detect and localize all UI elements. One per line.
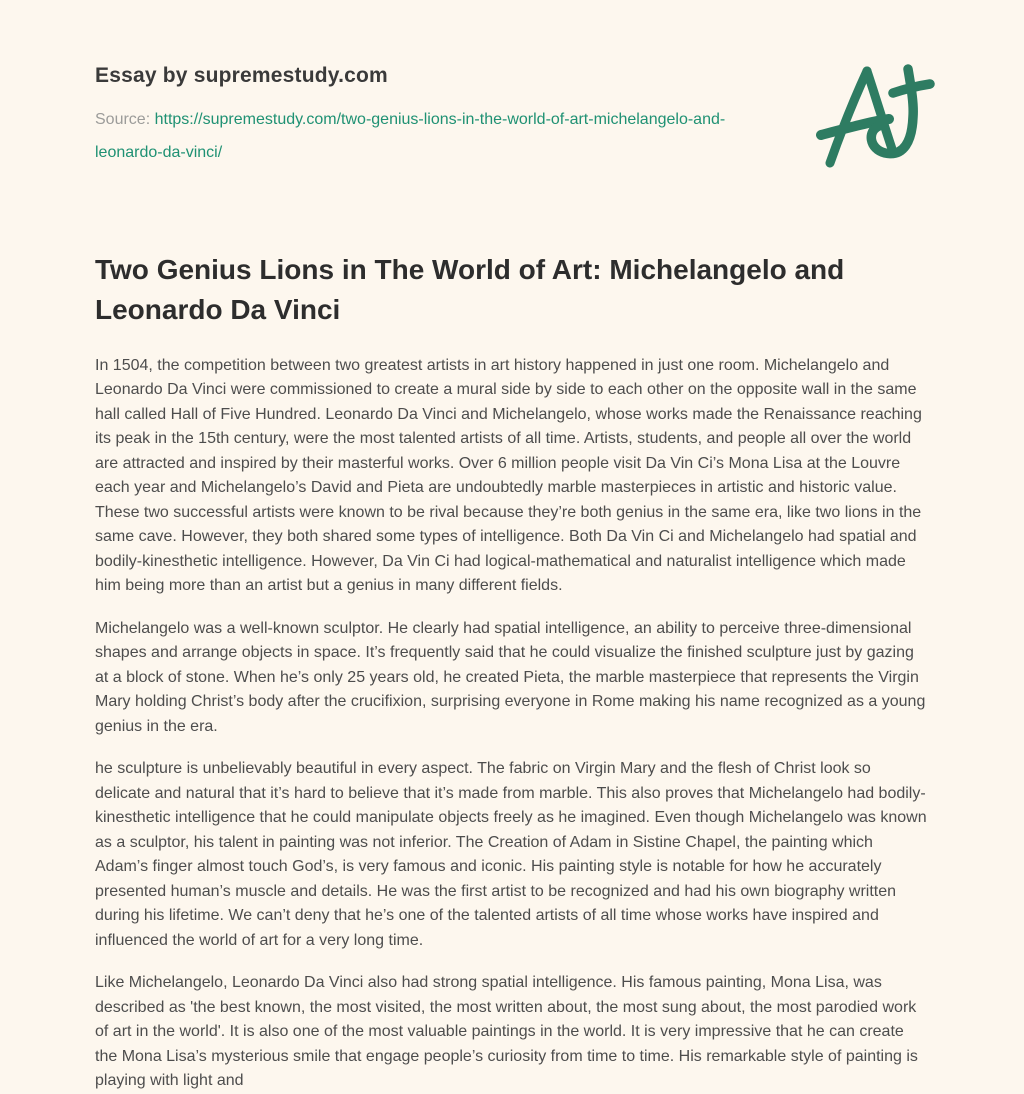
source-label: Source: [95,111,151,128]
source-line [95,104,747,170]
article-paragraph-3: he sculpture is unbelievably beautiful in every aspect. The fabric on Virgin Mary and the flesh of Christ look so delicate and natural that it’s hard to believe that it’s made from marble. This also proves that Michelangelo had bodily-kinesthetic intelligence that he could manipulate objects freely as he imagined. Even though Michelangelo was known as a sculptor, his talent in painting was not inferior. The Creation of Adam in Sistine Chapel, the painting which Adam’s finger almost touch God’s, is very famous and iconic. His painting style is notable for how he accurately presented human’s muscle and details. He was the first artist to be recognized and had his own biography written during his lifetime. We can’t deny that he’s one of the talented artists of all time whose works have inspired and influenced the world of art for a very long time. [95,760,927,949]
article-paragraph-4: Like Michelangelo, Leonardo Da Vinci also had strong spatial intelligence. His famous painting, Mona Lisa, was described as 'the best known, the most visited, the most written about, the most sung about, the most parodied work of art in the world'. It is also one of the most valuable paintings in the world. It is very impressive that he can create the Mona Lisa’s mysterious smile that engage people’s curiosity from time to time. His remarkable style of painting is playing with light and [95,974,918,1090]
article-paragraph-1: In 1504, the competition between two greatest artists in art history happened in just one room. Michelangelo and Leonardo Da Vinci were commissioned to create a mural side by side to each other on the opposite wall in the same hall called Hall of Five Hundred. Leonardo Da Vinci and Michelangelo, whose works made the Renaissance reaching its peak in the 15th century, were the most talented artists of all time. Artists, students, and people all over the world are attracted and inspired by their masterful works. Over 6 million people visit Da Vin Ci’s Mona Lisa at the Louvre each year and Michelangelo’s David and Pieta are undoubtedly marble masterpieces in artistic and historic value. These two successful artists were known to be rival because they’re both genius in the same era, like two lions in the same cave. However, they both shared some types of intelligence. Both Da Vin Ci and Michelangelo had spatial and bodily-kinesthetic intelligence. However, Da Vin Ci had logical-mathematical and naturalist intelligence which made him being more than an artist but a genius in many different fields. [95,356,922,595]
a-plus-logo-icon [816,56,968,188]
source-url-link[interactable]: https://supremestudy.com/two-genius-lions-in-the-world-of-art-michelangelo-and-leonardo-da-vinci/ [95,111,726,161]
article-title: Two Genius Lions in The World of Art: Michelangelo and Leonardo Da Vinci [95,253,845,325]
article-body [95,354,928,1094]
article-paragraph-2: Michelangelo was a well-known sculptor. He clearly had spatial intelligence, an ability to perceive three-dimensional shapes and arrange objects in space. It’s frequently said that he could visualize the finished sculpture just by gazing at a block of stone. When he’s only 25 years old, he created Pieta, the marble masterpiece that represents the Virgin Mary holding Christ’s body after the crucifixion, surprising everyone in Rome making his name recognized as a young genius in the era. [95,619,926,735]
essay-byline: Essay by supremestudy.com [95,64,388,87]
